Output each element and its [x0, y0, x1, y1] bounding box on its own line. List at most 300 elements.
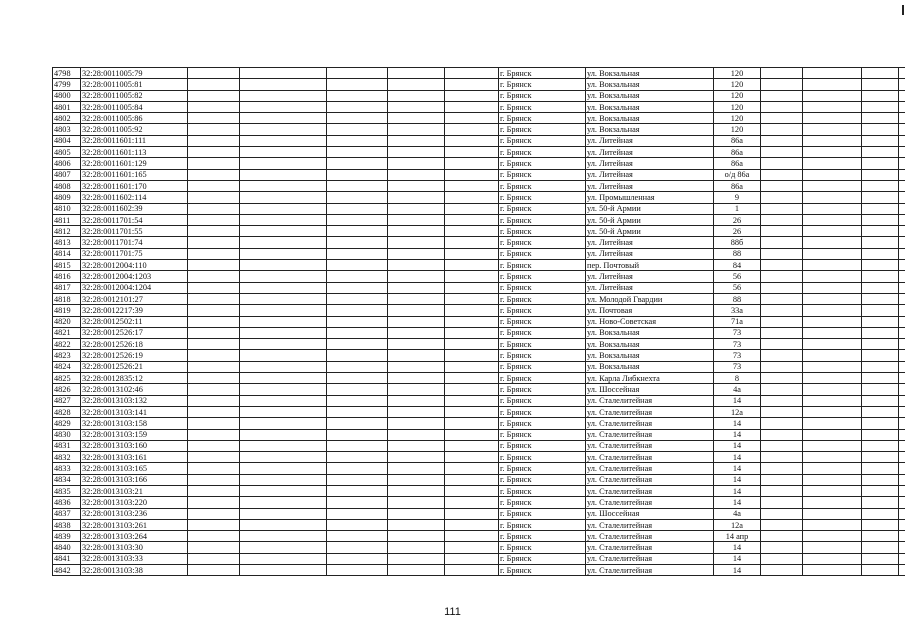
table-row	[53, 79, 905, 90]
table-row	[53, 90, 905, 101]
street-cell: ул. Почтовая	[586, 305, 714, 316]
cadastral-cell: 32:28:0011701:55	[81, 226, 188, 237]
empty-cell	[445, 395, 499, 406]
empty-cell	[445, 350, 499, 361]
empty-cell	[445, 260, 499, 271]
empty-cell	[388, 542, 445, 553]
cadastral-cell: 32:28:0013103:141	[81, 406, 188, 417]
empty-cell	[327, 531, 388, 542]
table-row	[53, 565, 905, 576]
empty-cell	[761, 316, 803, 327]
empty-cell	[803, 463, 862, 474]
empty-cell	[327, 90, 388, 101]
empty-cell	[327, 316, 388, 327]
num-cell: 4805	[53, 147, 81, 158]
empty-cell	[761, 293, 803, 304]
empty-cell	[445, 192, 499, 203]
table-row	[53, 237, 905, 248]
cadastral-cell: 32:28:0011601:111	[81, 135, 188, 146]
empty-cell	[445, 565, 499, 576]
table-row	[53, 68, 905, 79]
empty-cell	[899, 565, 905, 576]
table-row	[53, 452, 905, 463]
street-cell: ул. Литейная	[586, 135, 714, 146]
empty-cell	[803, 373, 862, 384]
empty-cell	[327, 339, 388, 350]
empty-cell	[240, 452, 327, 463]
cadastral-cell: 32:28:0013103:132	[81, 395, 188, 406]
empty-cell	[188, 293, 240, 304]
empty-cell	[899, 406, 905, 417]
empty-cell	[761, 463, 803, 474]
city-cell: г. Брянск	[499, 214, 586, 225]
num-cell: 4823	[53, 350, 81, 361]
table-row	[53, 203, 905, 214]
city-cell: г. Брянск	[499, 542, 586, 553]
empty-cell	[761, 124, 803, 135]
cadastral-cell: 32:28:0011005:92	[81, 124, 188, 135]
cadastral-cell: 32:28:0013103:21	[81, 485, 188, 496]
empty-cell	[445, 282, 499, 293]
empty-cell	[803, 316, 862, 327]
empty-cell	[240, 113, 327, 124]
cadastral-cell: 32:28:0012101:27	[81, 293, 188, 304]
street-cell: ул. Сталелитейная	[586, 485, 714, 496]
empty-cell	[240, 474, 327, 485]
city-cell: г. Брянск	[499, 339, 586, 350]
empty-cell	[445, 384, 499, 395]
empty-cell	[862, 68, 899, 79]
num-cell: 4822	[53, 339, 81, 350]
empty-cell	[240, 203, 327, 214]
empty-cell	[445, 113, 499, 124]
empty-cell	[188, 361, 240, 372]
house-cell: 14	[714, 463, 761, 474]
city-cell: г. Брянск	[499, 531, 586, 542]
street-cell: ул. Литейная	[586, 248, 714, 259]
empty-cell	[188, 531, 240, 542]
empty-cell	[240, 147, 327, 158]
num-cell: 4830	[53, 429, 81, 440]
city-cell: г. Брянск	[499, 440, 586, 451]
empty-cell	[327, 260, 388, 271]
num-cell: 4810	[53, 203, 81, 214]
empty-cell	[327, 226, 388, 237]
house-cell: 120	[714, 68, 761, 79]
empty-cell	[803, 519, 862, 530]
empty-cell	[803, 327, 862, 338]
empty-cell	[388, 384, 445, 395]
table-row	[53, 226, 905, 237]
empty-cell	[761, 271, 803, 282]
city-cell: г. Брянск	[499, 203, 586, 214]
empty-cell	[899, 384, 905, 395]
page-number: 111	[444, 606, 461, 618]
empty-cell	[388, 248, 445, 259]
empty-cell	[240, 237, 327, 248]
empty-cell	[327, 68, 388, 79]
empty-cell	[899, 214, 905, 225]
num-cell: 4839	[53, 531, 81, 542]
city-cell: г. Брянск	[499, 260, 586, 271]
empty-cell	[899, 158, 905, 169]
empty-cell	[445, 158, 499, 169]
empty-cell	[803, 90, 862, 101]
empty-cell	[388, 101, 445, 112]
table-row	[53, 373, 905, 384]
empty-cell	[188, 260, 240, 271]
cadastral-cell: 32:28:0011602:114	[81, 192, 188, 203]
num-cell: 4837	[53, 508, 81, 519]
table-row	[53, 474, 905, 485]
street-cell: ул. Шоссейная	[586, 384, 714, 395]
house-cell: 120	[714, 124, 761, 135]
house-cell: 12а	[714, 519, 761, 530]
empty-cell	[388, 497, 445, 508]
num-cell: 4802	[53, 113, 81, 124]
register-body	[53, 68, 905, 576]
empty-cell	[240, 553, 327, 564]
num-cell: 4831	[53, 440, 81, 451]
empty-cell	[803, 565, 862, 576]
empty-cell	[188, 237, 240, 248]
empty-cell	[899, 135, 905, 146]
table-row	[53, 192, 905, 203]
empty-cell	[327, 169, 388, 180]
cadastral-cell: 32:28:0011601:170	[81, 180, 188, 191]
cadastral-cell: 32:28:0012526:17	[81, 327, 188, 338]
scan-edge-mark	[902, 5, 904, 15]
house-cell: 73	[714, 339, 761, 350]
city-cell: г. Брянск	[499, 452, 586, 463]
empty-cell	[240, 305, 327, 316]
table-row	[53, 147, 905, 158]
empty-cell	[240, 350, 327, 361]
empty-cell	[862, 497, 899, 508]
empty-cell	[240, 135, 327, 146]
empty-cell	[445, 361, 499, 372]
empty-cell	[327, 113, 388, 124]
empty-cell	[388, 474, 445, 485]
empty-cell	[445, 203, 499, 214]
city-cell: г. Брянск	[499, 429, 586, 440]
empty-cell	[240, 440, 327, 451]
empty-cell	[803, 135, 862, 146]
house-cell: 120	[714, 113, 761, 124]
empty-cell	[761, 553, 803, 564]
empty-cell	[240, 327, 327, 338]
empty-cell	[188, 463, 240, 474]
empty-cell	[188, 124, 240, 135]
city-cell: г. Брянск	[499, 519, 586, 530]
empty-cell	[761, 79, 803, 90]
city-cell: г. Брянск	[499, 384, 586, 395]
empty-cell	[862, 452, 899, 463]
empty-cell	[240, 192, 327, 203]
empty-cell	[862, 305, 899, 316]
empty-cell	[188, 169, 240, 180]
table-row	[53, 248, 905, 259]
cadastral-cell: 32:28:0013103:161	[81, 452, 188, 463]
empty-cell	[445, 463, 499, 474]
street-cell: ул. Вокзальная	[586, 90, 714, 101]
num-cell: 4807	[53, 169, 81, 180]
table-row	[53, 293, 905, 304]
table-row	[53, 271, 905, 282]
table-row	[53, 429, 905, 440]
empty-cell	[862, 203, 899, 214]
empty-cell	[327, 79, 388, 90]
street-cell: ул. Литейная	[586, 169, 714, 180]
empty-cell	[188, 553, 240, 564]
empty-cell	[862, 248, 899, 259]
empty-cell	[899, 147, 905, 158]
empty-cell	[388, 350, 445, 361]
empty-cell	[388, 180, 445, 191]
empty-cell	[240, 282, 327, 293]
city-cell: г. Брянск	[499, 113, 586, 124]
table-row	[53, 395, 905, 406]
empty-cell	[388, 440, 445, 451]
empty-cell	[388, 260, 445, 271]
empty-cell	[388, 519, 445, 530]
cadastral-cell: 32:28:0013103:220	[81, 497, 188, 508]
city-cell: г. Брянск	[499, 316, 586, 327]
house-cell: 14	[714, 497, 761, 508]
num-cell: 4803	[53, 124, 81, 135]
empty-cell	[899, 237, 905, 248]
empty-cell	[327, 452, 388, 463]
num-cell: 4818	[53, 293, 81, 304]
empty-cell	[327, 485, 388, 496]
empty-cell	[388, 429, 445, 440]
table-row	[53, 519, 905, 530]
empty-cell	[445, 440, 499, 451]
num-cell: 4840	[53, 542, 81, 553]
empty-cell	[899, 90, 905, 101]
table-row	[53, 260, 905, 271]
house-cell: 73	[714, 350, 761, 361]
table-row	[53, 282, 905, 293]
empty-cell	[445, 79, 499, 90]
empty-cell	[188, 350, 240, 361]
table-row	[53, 339, 905, 350]
empty-cell	[761, 406, 803, 417]
empty-cell	[899, 124, 905, 135]
street-cell: ул. Сталелитейная	[586, 497, 714, 508]
street-cell: ул. Литейная	[586, 147, 714, 158]
empty-cell	[803, 531, 862, 542]
cadastral-cell: 32:28:0012526:18	[81, 339, 188, 350]
empty-cell	[862, 531, 899, 542]
city-cell: г. Брянск	[499, 485, 586, 496]
num-cell: 4817	[53, 282, 81, 293]
num-cell: 4826	[53, 384, 81, 395]
empty-cell	[761, 169, 803, 180]
empty-cell	[862, 463, 899, 474]
empty-cell	[240, 497, 327, 508]
house-cell: 12а	[714, 406, 761, 417]
empty-cell	[761, 90, 803, 101]
empty-cell	[761, 418, 803, 429]
city-cell: г. Брянск	[499, 226, 586, 237]
empty-cell	[803, 169, 862, 180]
street-cell: ул. Вокзальная	[586, 68, 714, 79]
table-row	[53, 316, 905, 327]
empty-cell	[188, 90, 240, 101]
empty-cell	[388, 203, 445, 214]
table-row	[53, 214, 905, 225]
house-cell: 8	[714, 373, 761, 384]
num-cell: 4827	[53, 395, 81, 406]
empty-cell	[388, 158, 445, 169]
empty-cell	[761, 429, 803, 440]
empty-cell	[803, 248, 862, 259]
empty-cell	[240, 90, 327, 101]
empty-cell	[761, 542, 803, 553]
empty-cell	[327, 395, 388, 406]
house-cell: 4а	[714, 384, 761, 395]
empty-cell	[445, 293, 499, 304]
table-row	[53, 327, 905, 338]
empty-cell	[803, 485, 862, 496]
city-cell: г. Брянск	[499, 305, 586, 316]
empty-cell	[188, 395, 240, 406]
empty-cell	[862, 418, 899, 429]
empty-cell	[327, 147, 388, 158]
empty-cell	[862, 260, 899, 271]
empty-cell	[899, 282, 905, 293]
empty-cell	[862, 519, 899, 530]
house-cell: 26	[714, 226, 761, 237]
table-row	[53, 158, 905, 169]
empty-cell	[761, 68, 803, 79]
empty-cell	[445, 180, 499, 191]
empty-cell	[388, 452, 445, 463]
empty-cell	[761, 497, 803, 508]
empty-cell	[188, 248, 240, 259]
empty-cell	[188, 282, 240, 293]
empty-cell	[188, 429, 240, 440]
street-cell: ул. 50-й Армии	[586, 214, 714, 225]
empty-cell	[862, 271, 899, 282]
empty-cell	[240, 429, 327, 440]
empty-cell	[862, 79, 899, 90]
empty-cell	[445, 508, 499, 519]
empty-cell	[188, 474, 240, 485]
city-cell: г. Брянск	[499, 101, 586, 112]
cadastral-cell: 32:28:0012835:12	[81, 373, 188, 384]
empty-cell	[188, 214, 240, 225]
empty-cell	[327, 553, 388, 564]
empty-cell	[862, 192, 899, 203]
empty-cell	[188, 440, 240, 451]
empty-cell	[188, 305, 240, 316]
empty-cell	[445, 271, 499, 282]
table-row	[53, 384, 905, 395]
empty-cell	[899, 169, 905, 180]
empty-cell	[761, 531, 803, 542]
cadastral-cell: 32:28:0011601:165	[81, 169, 188, 180]
empty-cell	[240, 101, 327, 112]
empty-cell	[862, 282, 899, 293]
cadastral-cell: 32:28:0011601:113	[81, 147, 188, 158]
empty-cell	[240, 158, 327, 169]
empty-cell	[862, 237, 899, 248]
empty-cell	[445, 497, 499, 508]
empty-cell	[445, 316, 499, 327]
empty-cell	[761, 519, 803, 530]
house-cell: 120	[714, 79, 761, 90]
empty-cell	[445, 474, 499, 485]
table-row	[53, 553, 905, 564]
empty-cell	[862, 147, 899, 158]
empty-cell	[240, 395, 327, 406]
empty-cell	[388, 565, 445, 576]
empty-cell	[188, 339, 240, 350]
empty-cell	[445, 485, 499, 496]
empty-cell	[862, 113, 899, 124]
empty-cell	[327, 542, 388, 553]
empty-cell	[803, 508, 862, 519]
empty-cell	[899, 553, 905, 564]
house-cell: 33а	[714, 305, 761, 316]
cadastral-cell: 32:28:0011701:74	[81, 237, 188, 248]
table-row	[53, 406, 905, 417]
empty-cell	[803, 474, 862, 485]
empty-cell	[803, 101, 862, 112]
street-cell: ул. Сталелитейная	[586, 565, 714, 576]
cadastral-cell: 32:28:0012217:39	[81, 305, 188, 316]
empty-cell	[862, 101, 899, 112]
house-cell: 56	[714, 282, 761, 293]
empty-cell	[327, 418, 388, 429]
empty-cell	[899, 542, 905, 553]
city-cell: г. Брянск	[499, 180, 586, 191]
empty-cell	[803, 497, 862, 508]
house-cell: 14	[714, 485, 761, 496]
empty-cell	[761, 474, 803, 485]
empty-cell	[761, 305, 803, 316]
empty-cell	[803, 282, 862, 293]
empty-cell	[803, 293, 862, 304]
num-cell: 4825	[53, 373, 81, 384]
empty-cell	[803, 192, 862, 203]
empty-cell	[327, 463, 388, 474]
empty-cell	[761, 395, 803, 406]
empty-cell	[327, 203, 388, 214]
empty-cell	[445, 542, 499, 553]
empty-cell	[803, 418, 862, 429]
cadastral-cell: 32:28:0012004:1204	[81, 282, 188, 293]
num-cell: 4806	[53, 158, 81, 169]
empty-cell	[240, 485, 327, 496]
street-cell: ул. Вокзальная	[586, 124, 714, 135]
empty-cell	[445, 519, 499, 530]
city-cell: г. Брянск	[499, 406, 586, 417]
empty-cell	[388, 485, 445, 496]
empty-cell	[899, 316, 905, 327]
cadastral-cell: 32:28:0013103:158	[81, 418, 188, 429]
empty-cell	[862, 327, 899, 338]
empty-cell	[761, 180, 803, 191]
empty-cell	[388, 395, 445, 406]
empty-cell	[327, 384, 388, 395]
table-row	[53, 135, 905, 146]
empty-cell	[188, 180, 240, 191]
empty-cell	[862, 158, 899, 169]
empty-cell	[899, 68, 905, 79]
